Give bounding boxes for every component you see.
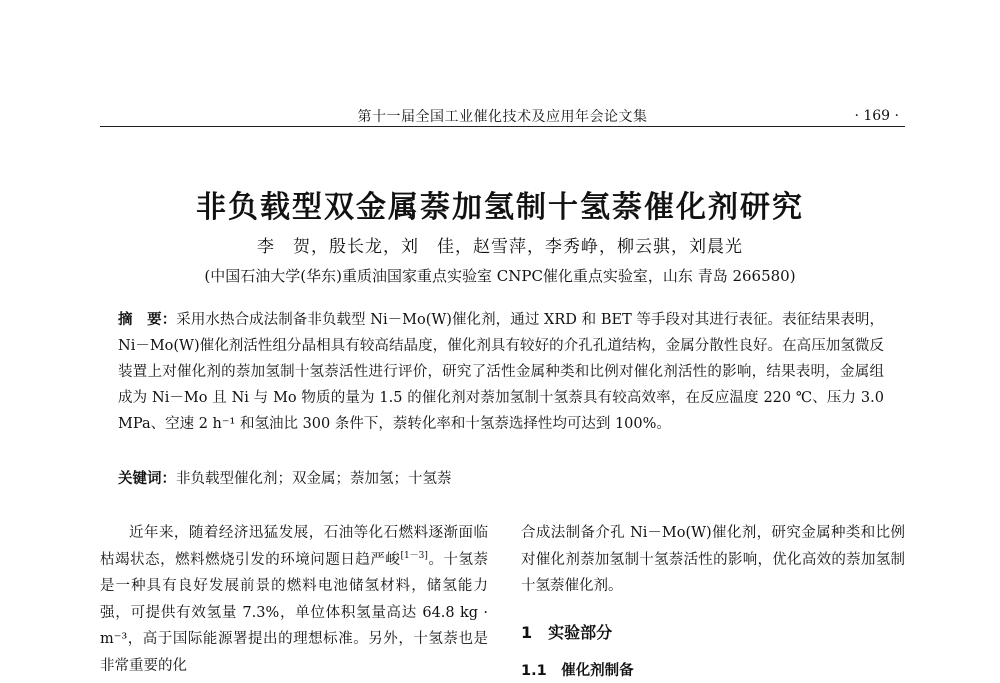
body-column-right bbox=[521, 520, 905, 600]
keywords bbox=[118, 466, 884, 492]
intro-paragraph-part1: 近年来，随着经济迅猛发展，石油等化石燃料逐渐面临枯竭状态，燃料燃烧引发的环境问题日趋严峻 bbox=[100, 525, 488, 568]
keywords-text: 非负载型催化剂；双金属；萘加氢；十氢萘 bbox=[176, 471, 452, 487]
keywords-label: 关键词： bbox=[118, 471, 176, 487]
running-header bbox=[100, 104, 905, 127]
author-list: 李 贺，殷长龙，刘 佳，赵雪萍，李秀峥，柳云骐，刘晨光 bbox=[257, 237, 743, 257]
abstract-text: 采用水热合成法制备非负载型 Ni－Mo(W)催化剂，通过 XRD 和 BET 等手段对其进行表征。表征结果表明，Ni－Mo(W)催化剂活性组分晶相具有较高结晶度，催化剂具有较好的介孔孔道结构，金属分散性良好。在高压加氢微反装置上对催化剂的萘加氢制十氢萘活性进行评价，研究了活性金属种类和比例对催化剂活性的影响，结果表明，金属组成为 Ni－Mo 且 Ni 与 Mo 物质的量为 1.5 的催化剂对萘加氢制十氢萘具有较高效率，在反应温度 220 ℃、压力 3.0 MPa、空速 2 h⁻¹ 和氢油比 300 条件下，萘转化率和十氢萘选择性均可达到 100%。 bbox=[118, 312, 884, 432]
affiliation: (中国石油大学(华东)重质油国家重点实验室 CNPC催化重点实验室，山东 青岛 266580) bbox=[204, 267, 796, 285]
proceedings-title: 第十一届全国工业催化技术及应用年会论文集 bbox=[357, 109, 648, 125]
intro-paragraph-part2: 。十氢萘是一种具有良好发展前景的燃料电池储氢材料，储氢能力强，可提供有效氢量 7.3%，单位体积氢量高达 64.8 kg · m⁻³，高于国际能源署提出的理想标准。另外，十氢萘也是非常重要的化 bbox=[100, 551, 489, 674]
subsection-heading: 1.1 催化剂制备 bbox=[521, 663, 634, 679]
intro-paragraph-continued: 合成法制备介孔 Ni－Mo(W)催化剂，研究金属种类和比例对催化剂萘加氢制十氢萘活性的影响，优化高效的萘加氢制十氢萘催化剂。 bbox=[521, 525, 905, 594]
page-number: · 169 · bbox=[854, 108, 899, 124]
abstract bbox=[118, 307, 884, 437]
body-column-left bbox=[100, 520, 488, 679]
abstract-label: 摘 要： bbox=[118, 312, 177, 328]
citation-ref: [1－3] bbox=[400, 550, 428, 561]
section-heading: 1 实验部分 bbox=[521, 623, 613, 642]
paper-title: 非负载型双金属萘加氢制十氢萘催化剂研究 bbox=[196, 190, 804, 225]
